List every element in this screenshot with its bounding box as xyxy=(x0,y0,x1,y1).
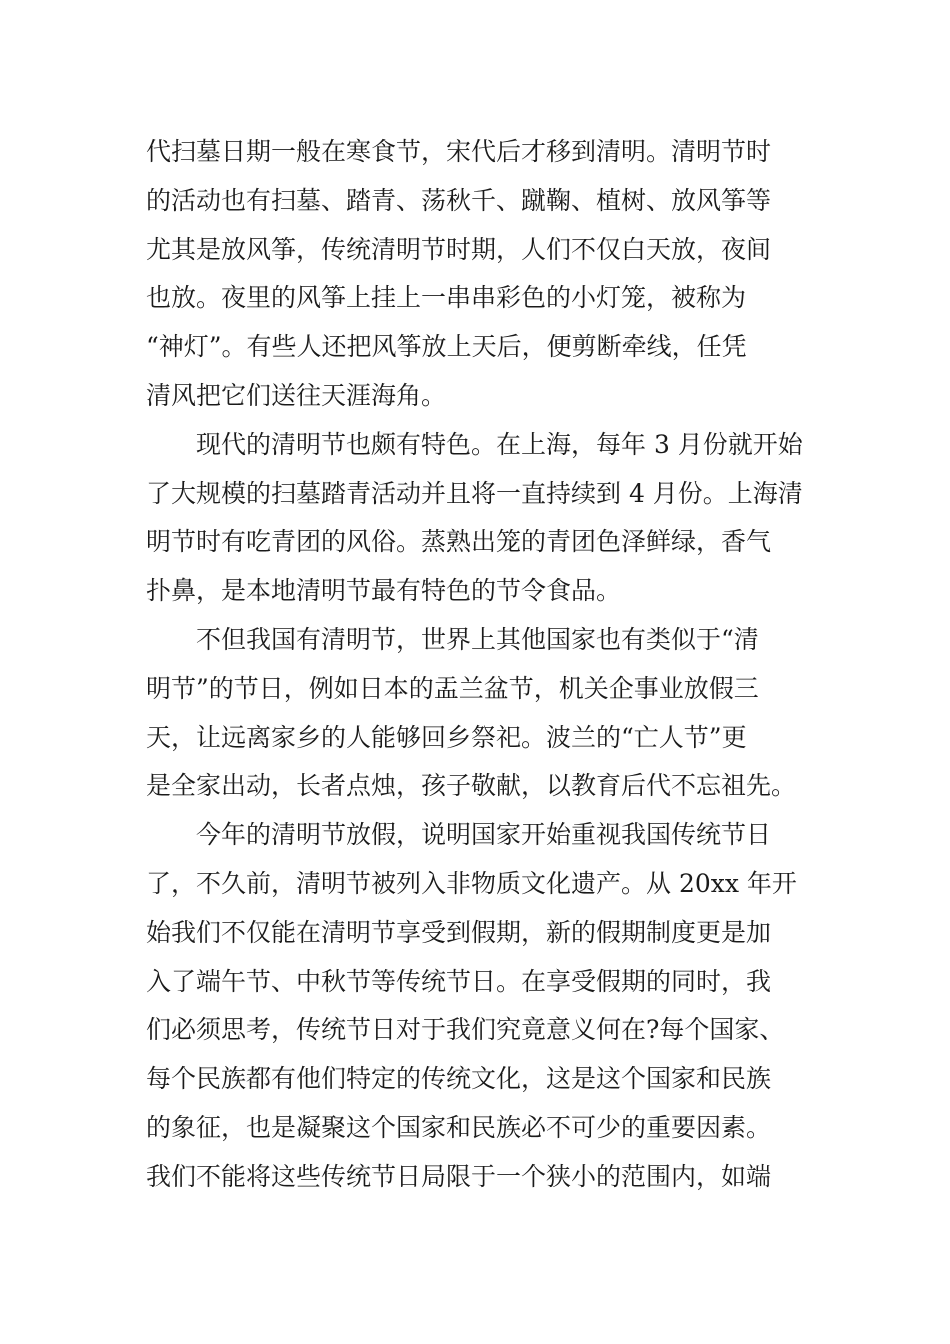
text-line: 的活动也有扫墓、踏青、荡秋千、蹴鞠、植树、放风筝等 xyxy=(146,185,772,215)
text-line: 清风把它们送往天涯海角。 xyxy=(146,380,447,410)
text-line: 扑鼻，是本地清明节最有特色的节令食品。 xyxy=(146,576,622,606)
text-line: 了大规模的扫墓踏青活动并且将一直持续到 4 月份。上海清 xyxy=(146,478,803,508)
text-line: 我们不能将这些传统节日局限于一个狭小的范围内，如端 xyxy=(146,1161,772,1191)
text-line: 今年的清明节放假，说明国家开始重视我国传统节日 xyxy=(196,820,772,850)
text-line: 也放。夜里的风筝上挂上一串串彩色的小灯笼，被称为 xyxy=(146,283,747,313)
text-line: 不但我国有清明节，世界上其他国家也有类似于“清 xyxy=(196,624,759,654)
text-line: 每个民族都有他们特定的传统文化，这是这个国家和民族 xyxy=(146,1064,772,1094)
text-line: 入了端午节、中秋节等传统节日。在享受假期的同时，我 xyxy=(146,966,772,996)
paragraph-4 xyxy=(146,811,810,1201)
document-body xyxy=(146,128,810,1202)
text-line: 现代的清明节也颇有特色。在上海，每年 3 月份就开始 xyxy=(196,429,803,459)
text-line: “神灯”。有些人还把风筝放上天后，便剪断牵线，任凭 xyxy=(146,332,747,362)
text-line: 明节”的节日，例如日本的盂兰盆节，机关企事业放假三 xyxy=(146,673,759,703)
text-line: 尤其是放风筝，传统清明节时期，人们不仅白天放，夜间 xyxy=(146,234,772,264)
text-line: 了，不久前，清明节被列入非物质文化遗产。从 20xx 年开 xyxy=(146,868,797,898)
text-line: 明节时有吃青团的风俗。蒸熟出笼的青团色泽鲜绿，香气 xyxy=(146,527,772,557)
text-line: 的象征，也是凝聚这个国家和民族必不可少的重要因素。 xyxy=(146,1112,772,1142)
paragraph-2 xyxy=(146,421,810,616)
text-line: 们必须思考，传统节日对于我们究竟意义何在?每个国家、 xyxy=(146,1015,785,1045)
paragraph-3 xyxy=(146,616,810,811)
text-line: 代扫墓日期一般在寒食节，宋代后才移到清明。清明节时 xyxy=(146,137,772,166)
paragraph-1 xyxy=(146,128,810,421)
text-line: 天，让远离家乡的人能够回乡祭祀。波兰的“亡人节”更 xyxy=(146,722,747,752)
text-line: 是全家出动，长者点烛，孩子敬献，以教育后代不忘祖先。 xyxy=(146,771,797,801)
text-line: 始我们不仅能在清明节享受到假期，新的假期制度更是加 xyxy=(146,917,772,947)
